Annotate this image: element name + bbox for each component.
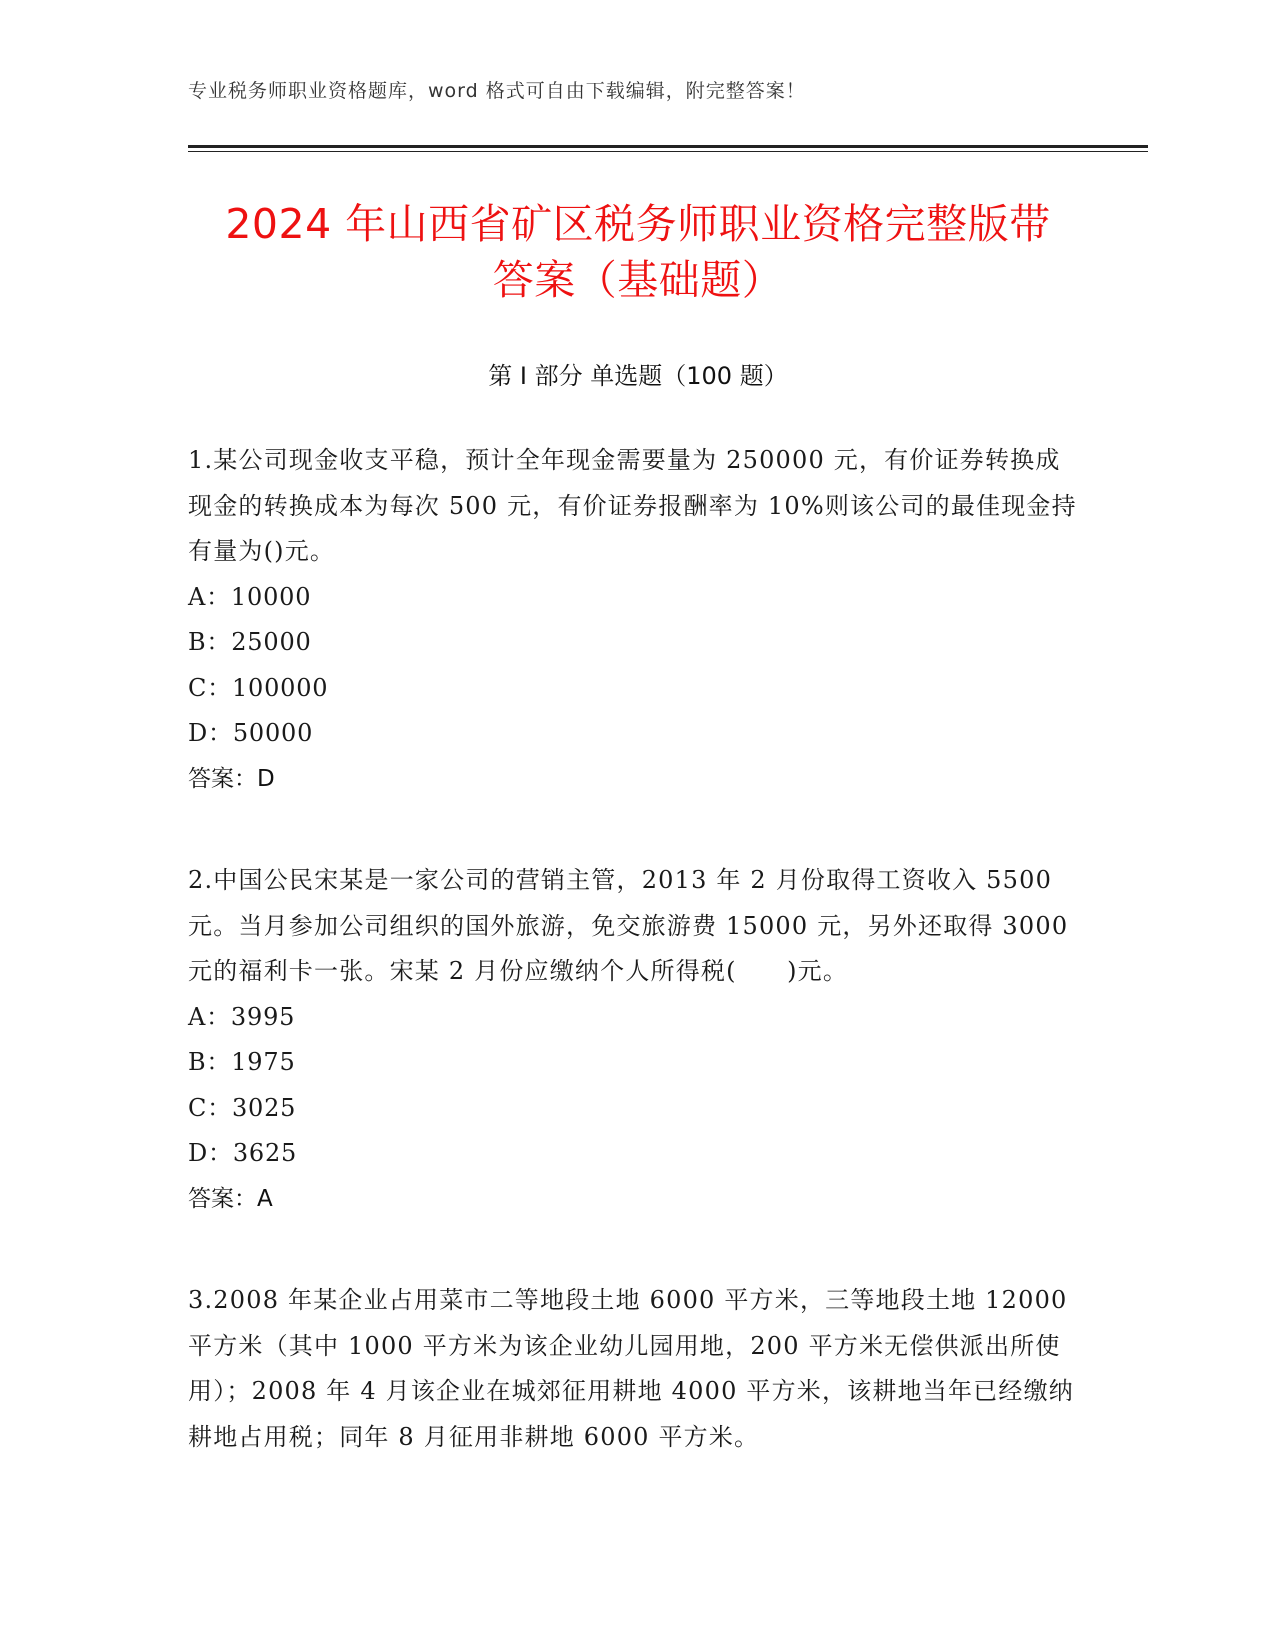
question-stem: 2.中国公民宋某是一家公司的营销主管，2013 年 2 月份取得工资收入 5500 元。当月参加公司组织的国外旅游，免交旅游费 15000 元，另外还取得 3000 元的福利卡一张。宋某 2 月份应缴纳个人所得税( )元。 [188,866,1069,985]
question-stem: 3.2008 年某企业占用菜市二等地段土地 6000 平方米，三等地段土地 12000 平方米（其中 1000 平方米为该企业幼儿园用地，200 平方米无偿供派出所使用）；2008 年 4 月该企业在城郊征用耕地 4000 平方米，该耕地当年已经缴纳耕地占用税；同年 8 月征用非耕地 6000 平方米。 [188,1286,1074,1451]
question-list [188,438,1078,1516]
header-note: 专业税务师职业资格题库，word 格式可自由下载编辑，附完整答案！ [188,80,806,102]
option-c: C：100000 [188,673,329,702]
option-d: D：50000 [188,719,314,747]
answer-key: 答案：A [188,1185,273,1212]
document-title-line-1: 2024 年山西省矿区税务师职业资格完整版带 [225,200,1051,248]
question-3 [188,1278,1078,1460]
option-a: A：10000 [188,582,312,611]
question-1 [188,438,1078,802]
document-title [188,196,1088,308]
option-b: B：25000 [188,628,312,656]
header-divider-thin [188,151,1148,152]
header-divider-thick [188,145,1148,148]
answer-key: 答案：D [188,765,275,792]
option-a: A：3995 [188,1002,296,1031]
section-title: 第 I 部分 单选题（100 题） [488,362,788,390]
question-2 [188,858,1078,1222]
document-title-line-2: 答案（基础题） [492,256,784,304]
option-b: B：1975 [188,1048,296,1076]
question-stem: 1.某公司现金收支平稳，预计全年现金需要量为 250000 元，有价证券转换成现金的转换成本为每次 500 元，有价证券报酬率为 10%则该公司的最佳现金持有量为()元。 [188,446,1077,565]
option-d: D：3625 [188,1139,298,1167]
option-c: C：3025 [188,1093,297,1122]
